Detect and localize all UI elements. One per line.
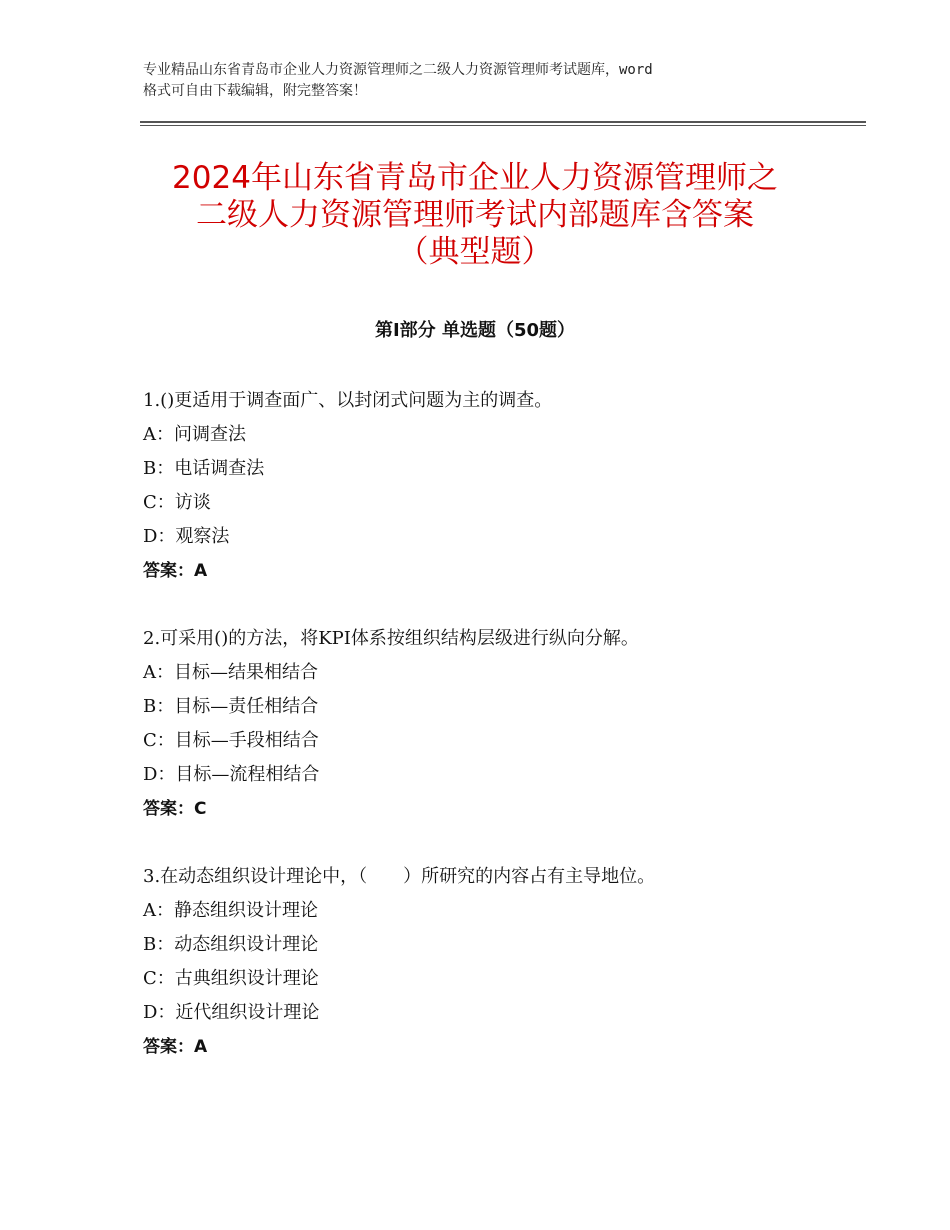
question-stem: 3.在动态组织设计理论中，（ ）所研究的内容占有主导地位。 [143,866,656,887]
question-stem: 1.()更适用于调查面广、以封闭式问题为主的调查。 [143,390,553,411]
option-b: B：电话调查法 [143,458,265,479]
option-c: C：古典组织设计理论 [143,968,319,989]
document-title-line-1: 2024年山东省青岛市企业人力资源管理师之 [172,160,778,196]
header-divider-thick [140,121,866,123]
option-c: C：访谈 [143,492,211,513]
question-item [143,860,843,1064]
header-note [143,60,823,102]
answer: 答案：A [143,561,208,581]
answer: 答案：C [143,799,207,819]
option-d: D：观察法 [143,526,230,547]
option-b: B：动态组织设计理论 [143,934,319,955]
question-item [143,622,843,826]
document-title-line-3: （典型题） [397,234,553,270]
option-a: A：问调查法 [143,424,246,445]
question-item [143,384,843,588]
header-note-line-2: 格式可自由下载编辑，附完整答案！ [143,83,367,99]
option-d: D：目标—流程相结合 [143,764,320,785]
document-title-line-2: 二级人力资源管理师考试内部题库含答案 [196,197,754,233]
option-d: D：近代组织设计理论 [143,1002,320,1023]
question-list [143,384,843,1098]
section-title: 第Ⅰ部分 单选题（50题） [374,320,575,341]
question-stem: 2.可采用()的方法，将KPI体系按组织结构层级进行纵向分解。 [143,628,639,649]
option-a: A：目标—结果相结合 [143,662,318,683]
option-b: B：目标—责任相结合 [143,696,319,717]
option-c: C：目标—手段相结合 [143,730,319,751]
header-note-line-1: 专业精品山东省青岛市企业人力资源管理师之二级人力资源管理师考试题库，word [143,62,653,78]
header-divider-thin [140,125,866,126]
option-a: A：静态组织设计理论 [143,900,318,921]
answer: 答案：A [143,1037,208,1057]
document-title [120,160,830,271]
